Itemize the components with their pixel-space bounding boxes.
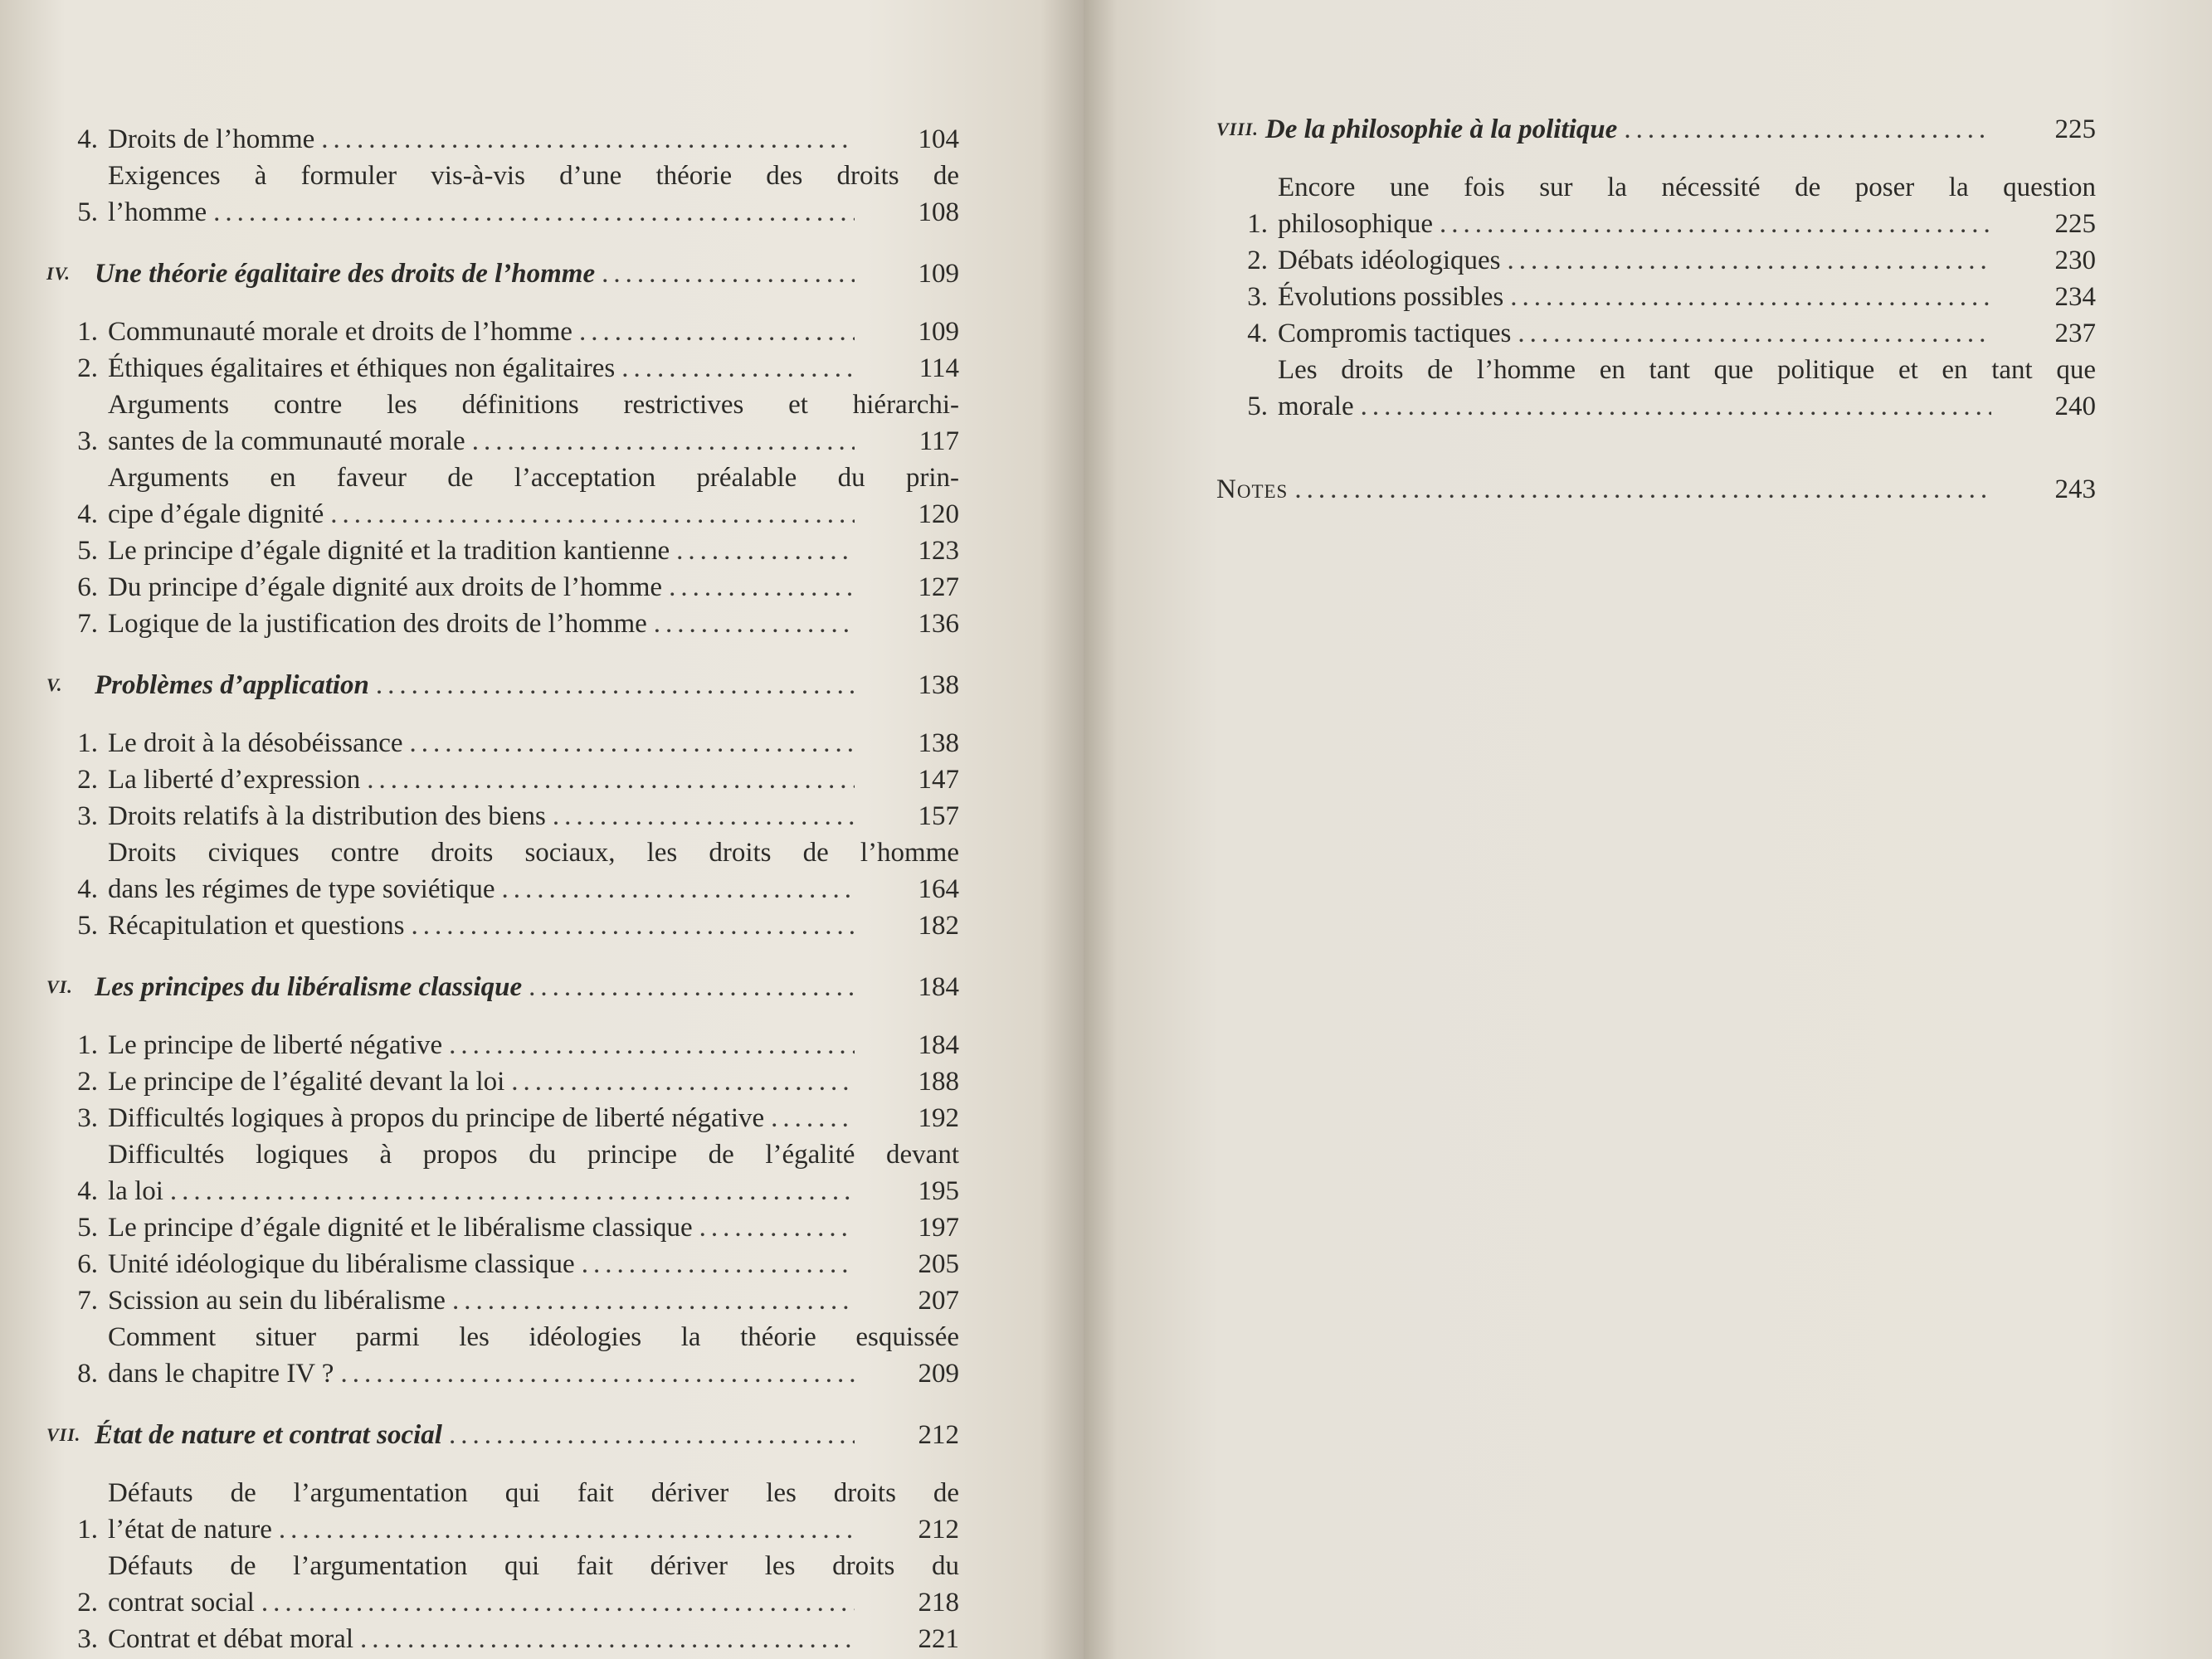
- dot-leader: [602, 255, 855, 292]
- section-title: Récapitulation et questions: [108, 911, 405, 941]
- page-number: 104: [918, 124, 959, 154]
- section-entry: [46, 1100, 959, 1136]
- entry-line: [108, 350, 959, 387]
- section-title: Les droits de l’homme en tant que politique et en tant que: [1278, 355, 2096, 385]
- entry-line: [108, 871, 959, 907]
- section-title: Débats idéologiques: [1278, 246, 1501, 275]
- entry-line: [108, 1136, 959, 1173]
- dot-leader: [472, 423, 855, 460]
- entry-line: [108, 314, 959, 350]
- entry-content: [108, 1475, 959, 1548]
- entry-line: [108, 1548, 959, 1584]
- page-number: 109: [918, 317, 959, 347]
- entry-line: [108, 761, 959, 798]
- section-number: 3.: [77, 801, 98, 831]
- chapter-title: Problèmes d’application: [95, 670, 369, 700]
- entry-line: [108, 1027, 959, 1063]
- section-number: 1.: [1247, 209, 1268, 239]
- section-entry: [46, 121, 959, 158]
- section-title: Difficultés logiques à propos du principe de l’égalité devant: [108, 1140, 959, 1170]
- section-title: Logique de la justification des droits de l’homme: [108, 609, 647, 639]
- entry-content: [108, 1282, 959, 1319]
- entry-content: [108, 1100, 959, 1136]
- dot-leader: [654, 606, 855, 642]
- section-entry: [46, 1282, 959, 1319]
- section-entry: [46, 387, 959, 460]
- section-title: Du principe d’égale dignité aux droits de l’homme: [108, 572, 663, 602]
- chapter-entry: [1216, 111, 2096, 148]
- section-entry: [46, 460, 959, 533]
- page-number: 234: [2054, 282, 2096, 312]
- section-title: Scission au sein du libéralisme: [108, 1286, 446, 1316]
- entry-content: [108, 761, 959, 798]
- dot-leader: [1624, 111, 1991, 148]
- section-title: Communauté morale et droits de l’homme: [108, 317, 572, 347]
- dot-leader: [501, 871, 855, 907]
- section-number: 7.: [77, 609, 98, 639]
- entry-line: [108, 834, 959, 871]
- page-number: 108: [918, 197, 959, 227]
- page-number: 207: [918, 1286, 959, 1316]
- section-number: 5.: [77, 1213, 98, 1243]
- entry-content: [95, 255, 959, 292]
- section-number: 2.: [77, 1067, 98, 1097]
- dot-leader: [1518, 315, 1991, 352]
- entry-content: [1278, 169, 2096, 242]
- entry-line: [1278, 206, 2096, 242]
- section-entry: [46, 907, 959, 944]
- entry-line: [95, 969, 959, 1005]
- section-title: santes de la communauté morale: [108, 426, 465, 456]
- table-of-contents-right: [1216, 111, 2096, 508]
- page-number: 195: [918, 1176, 959, 1206]
- section-title: Comment situer parmi les idéologies la théorie esquissée: [108, 1322, 959, 1352]
- page-number: 147: [918, 765, 959, 795]
- section-title: La liberté d’expression: [108, 765, 361, 795]
- entry-content: [1278, 315, 2096, 352]
- section-title: Le principe d’égale dignité et le libéralisme classique: [108, 1213, 693, 1243]
- entry-content: [108, 121, 959, 158]
- dot-leader: [1361, 388, 1991, 425]
- section-number: 3.: [77, 1624, 98, 1654]
- section-number: 5.: [1247, 392, 1268, 421]
- page-number: 209: [918, 1359, 959, 1389]
- page-number: 117: [918, 426, 959, 456]
- section-number: 4.: [77, 1176, 98, 1206]
- section-title: Évolutions possibles: [1278, 282, 1504, 312]
- section-number: 1.: [77, 317, 98, 347]
- dot-leader: [213, 194, 855, 231]
- section-title: Difficultés logiques à propos du principe de liberté négative: [108, 1103, 765, 1133]
- chapter-entry: [46, 255, 959, 292]
- entry-line: [108, 1282, 959, 1319]
- section-entry: [46, 350, 959, 387]
- page-number: 243: [2054, 474, 2096, 504]
- section-title: l’homme: [108, 197, 207, 227]
- entry-content: [108, 460, 959, 533]
- dot-leader: [771, 1100, 855, 1136]
- section-title: Éthiques égalitaires et éthiques non égalitaires: [108, 353, 616, 383]
- section-title: Exigences à formuler vis-à-vis d’une théorie des droits de: [108, 161, 959, 191]
- section-entry: [1216, 315, 2096, 352]
- dot-leader: [376, 667, 855, 703]
- left-page: [0, 0, 1084, 1659]
- section-entry: [1216, 169, 2096, 242]
- page-number: 212: [918, 1420, 959, 1450]
- table-of-contents-left: [46, 121, 959, 1657]
- section-entry: [46, 1027, 959, 1063]
- section-number: 1.: [77, 728, 98, 758]
- page-number: 197: [918, 1213, 959, 1243]
- dot-leader: [669, 569, 855, 606]
- entry-content: [108, 314, 959, 350]
- section-title: Droits relatifs à la distribution des biens: [108, 801, 546, 831]
- entry-line: [108, 725, 959, 761]
- section-entry: [46, 1063, 959, 1100]
- section-entry: [46, 798, 959, 834]
- section-entry: [46, 725, 959, 761]
- section-number: 3.: [77, 1103, 98, 1133]
- section-number: 5.: [77, 197, 98, 227]
- dot-leader: [170, 1173, 855, 1209]
- entry-line: [108, 496, 959, 533]
- section-entry: [46, 314, 959, 350]
- chapter-entry: [46, 667, 959, 703]
- notes-label: Notes: [1216, 474, 1289, 504]
- entry-content: [108, 1246, 959, 1282]
- entry-line: [108, 606, 959, 642]
- page-number: 138: [918, 670, 959, 700]
- section-entry: [46, 533, 959, 569]
- dot-leader: [411, 907, 855, 944]
- entry-line: [108, 121, 959, 158]
- entry-line: [108, 907, 959, 944]
- dot-leader: [582, 1246, 855, 1282]
- entry-content: [108, 1209, 959, 1246]
- entry-content: [108, 1136, 959, 1209]
- page-number: 237: [2054, 319, 2096, 348]
- entry-content: [1278, 279, 2096, 315]
- section-entry: [46, 1475, 959, 1548]
- section-title: Arguments en faveur de l’acceptation préalable du prin-: [108, 463, 959, 493]
- section-number: 2.: [77, 353, 98, 383]
- entry-line: [1278, 315, 2096, 352]
- section-number: 6.: [77, 572, 98, 602]
- entry-line: [1278, 388, 2096, 425]
- page-number: 136: [918, 609, 959, 639]
- entry-content: [108, 725, 959, 761]
- page-number: 205: [918, 1249, 959, 1279]
- entry-line: [1265, 111, 2096, 148]
- section-number: 4.: [77, 499, 98, 529]
- dot-leader: [529, 969, 855, 1005]
- entry-content: [108, 606, 959, 642]
- section-number: 7.: [77, 1286, 98, 1316]
- entry-line: [108, 1511, 959, 1548]
- section-title: Le principe de l’égalité devant la loi: [108, 1067, 505, 1097]
- page-number: 218: [918, 1588, 959, 1618]
- dot-leader: [340, 1355, 855, 1392]
- page-number: 221: [918, 1624, 959, 1654]
- right-page: [1084, 0, 2212, 1659]
- chapter-number: VII.: [46, 1424, 81, 1445]
- page-number: 123: [918, 536, 959, 566]
- entry-content: [108, 533, 959, 569]
- section-number: 4.: [77, 124, 98, 154]
- entry-content: [108, 158, 959, 231]
- section-title: Le principe d’égale dignité et la tradition kantienne: [108, 536, 670, 566]
- dot-leader: [261, 1584, 855, 1621]
- section-number: 8.: [77, 1359, 98, 1389]
- page-number: 240: [2054, 392, 2096, 421]
- section-title: l’état de nature: [108, 1515, 272, 1545]
- dot-leader: [452, 1282, 855, 1319]
- entry-content: [95, 1417, 959, 1453]
- chapter-number: V.: [46, 674, 63, 695]
- section-title: Arguments contre les définitions restrictives et hiérarchi-: [108, 390, 959, 420]
- dot-leader: [1510, 279, 1991, 315]
- page-number: 225: [2054, 114, 2096, 144]
- entry-content: [95, 969, 959, 1005]
- chapter-entry: [46, 1417, 959, 1453]
- entry-content: [1216, 471, 2096, 508]
- page-number: 182: [918, 911, 959, 941]
- entry-line: [108, 1063, 959, 1100]
- dot-leader: [1508, 242, 1991, 279]
- entry-line: [108, 1584, 959, 1621]
- section-number: 3.: [1247, 282, 1268, 312]
- dot-leader: [1440, 206, 1991, 242]
- entry-content: [108, 1319, 959, 1392]
- section-title: Le droit à la désobéissance: [108, 728, 403, 758]
- section-title: cipe d’égale dignité: [108, 499, 324, 529]
- entry-content: [1278, 242, 2096, 279]
- dot-leader: [321, 121, 855, 158]
- section-number: 1.: [77, 1515, 98, 1545]
- entry-content: [108, 1621, 959, 1657]
- section-number: 4.: [1247, 319, 1268, 348]
- entry-line: [108, 460, 959, 496]
- section-number: 6.: [77, 1249, 98, 1279]
- page-number: 138: [918, 728, 959, 758]
- entry-line: [108, 1319, 959, 1355]
- section-entry: [46, 606, 959, 642]
- section-title: dans le chapitre IV ?: [108, 1359, 334, 1389]
- section-number: 2.: [77, 1588, 98, 1618]
- entry-content: [108, 387, 959, 460]
- dot-leader: [367, 761, 855, 798]
- page-number: 127: [918, 572, 959, 602]
- chapter-title: Une théorie égalitaire des droits de l’homme: [95, 259, 596, 289]
- dot-leader: [511, 1063, 855, 1100]
- entry-line: [108, 533, 959, 569]
- section-number: 5.: [77, 911, 98, 941]
- section-title: dans les régimes de type soviétique: [108, 874, 495, 904]
- entry-line: [108, 1246, 959, 1282]
- entry-content: [1265, 111, 2096, 148]
- section-title: la loi: [108, 1176, 163, 1206]
- page-number: 188: [918, 1067, 959, 1097]
- entry-line: [1216, 471, 2096, 508]
- page-number: 109: [918, 259, 959, 289]
- section-number: 2.: [1247, 246, 1268, 275]
- section-title: Compromis tactiques: [1278, 319, 1512, 348]
- section-title: Droits de l’homme: [108, 124, 315, 154]
- entry-content: [1278, 352, 2096, 425]
- dot-leader: [553, 798, 855, 834]
- page-number: 120: [918, 499, 959, 529]
- entry-line: [108, 194, 959, 231]
- dot-leader: [360, 1621, 855, 1657]
- page-number: 212: [918, 1515, 959, 1545]
- section-title: philosophique: [1278, 209, 1433, 239]
- section-title: Le principe de liberté négative: [108, 1030, 443, 1060]
- section-title: Défauts de l’argumentation qui fait dériver les droits du: [108, 1551, 959, 1581]
- entry-line: [108, 569, 959, 606]
- entry-line: [108, 387, 959, 423]
- entry-line: [108, 1209, 959, 1246]
- section-entry: [1216, 242, 2096, 279]
- entry-line: [95, 1417, 959, 1453]
- chapter-title: État de nature et contrat social: [95, 1420, 442, 1450]
- section-title: Encore une fois sur la nécessité de poser la question: [1278, 173, 2096, 202]
- entry-line: [1278, 352, 2096, 388]
- entry-content: [108, 350, 959, 387]
- chapter-entry: [46, 969, 959, 1005]
- entry-line: [108, 1355, 959, 1392]
- page-number: 114: [918, 353, 959, 383]
- section-entry: [46, 1319, 959, 1392]
- dot-leader: [279, 1511, 855, 1548]
- dot-leader: [676, 533, 855, 569]
- page-number: 164: [918, 874, 959, 904]
- entry-line: [108, 423, 959, 460]
- section-entry: [46, 158, 959, 231]
- entry-content: [95, 667, 959, 703]
- entry-line: [108, 158, 959, 194]
- page-number: 184: [918, 1030, 959, 1060]
- section-entry: [46, 569, 959, 606]
- dot-leader: [699, 1209, 855, 1246]
- entry-content: [108, 1063, 959, 1100]
- entry-line: [108, 1173, 959, 1209]
- section-entry: [46, 1246, 959, 1282]
- section-entry: [1216, 279, 2096, 315]
- section-number: 4.: [77, 874, 98, 904]
- section-number: 5.: [77, 536, 98, 566]
- chapter-number: VI.: [46, 976, 73, 997]
- chapter-number: VIII.: [1216, 119, 1259, 139]
- chapter-title: Les principes du libéralisme classique: [95, 972, 523, 1002]
- section-title: Droits civiques contre droits sociaux, les droits de l’homme: [108, 838, 959, 868]
- dot-leader: [1294, 471, 1991, 508]
- page-number: 157: [918, 801, 959, 831]
- section-number: 1.: [77, 1030, 98, 1060]
- dot-leader: [449, 1417, 855, 1453]
- dot-leader: [330, 496, 855, 533]
- section-title: contrat social: [108, 1588, 255, 1618]
- section-title: Défauts de l’argumentation qui fait dériver les droits de: [108, 1478, 959, 1508]
- page-number: 225: [2054, 209, 2096, 239]
- dot-leader: [621, 350, 855, 387]
- notes-entry: [1216, 471, 2096, 508]
- section-title: morale: [1278, 392, 1354, 421]
- entry-content: [108, 569, 959, 606]
- entry-content: [108, 834, 959, 907]
- section-entry: [46, 1621, 959, 1657]
- entry-content: [108, 798, 959, 834]
- page-number: 230: [2054, 246, 2096, 275]
- section-number: 2.: [77, 765, 98, 795]
- dot-leader: [449, 1027, 855, 1063]
- section-entry: [46, 761, 959, 798]
- entry-line: [1278, 279, 2096, 315]
- section-entry: [46, 1548, 959, 1621]
- entry-content: [108, 1548, 959, 1621]
- section-title: Unité idéologique du libéralisme classique: [108, 1249, 575, 1279]
- chapter-number: IV.: [46, 263, 71, 284]
- dot-leader: [579, 314, 855, 350]
- section-entry: [1216, 352, 2096, 425]
- entry-line: [108, 798, 959, 834]
- dot-leader: [410, 725, 855, 761]
- entry-line: [108, 1621, 959, 1657]
- page-number: 184: [918, 972, 959, 1002]
- entry-line: [95, 667, 959, 703]
- entry-line: [1278, 169, 2096, 206]
- entry-line: [95, 255, 959, 292]
- entry-content: [108, 907, 959, 944]
- entry-content: [108, 1027, 959, 1063]
- section-entry: [46, 834, 959, 907]
- page-number: 192: [918, 1103, 959, 1133]
- section-entry: [46, 1209, 959, 1246]
- section-title: Contrat et débat moral: [108, 1624, 353, 1654]
- entry-line: [1278, 242, 2096, 279]
- entry-line: [108, 1475, 959, 1511]
- entry-line: [108, 1100, 959, 1136]
- chapter-title: De la philosophie à la politique: [1264, 114, 1618, 144]
- section-number: 3.: [77, 426, 98, 456]
- section-entry: [46, 1136, 959, 1209]
